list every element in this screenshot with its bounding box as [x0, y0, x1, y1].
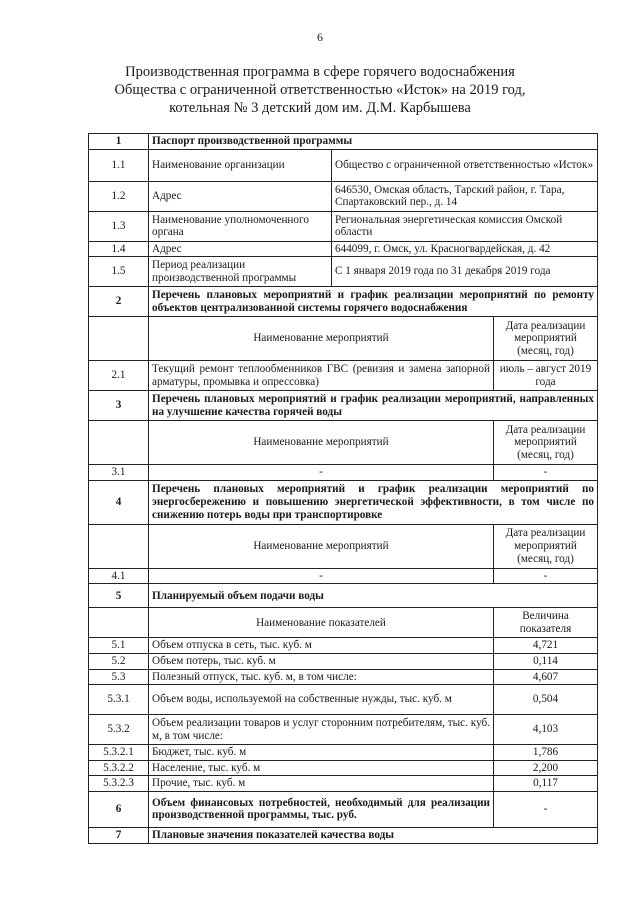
row-date: -: [494, 465, 598, 481]
column-header-date: Дата реализации мероприятий (месяц, год): [494, 421, 598, 465]
section-5-header: [89, 584, 598, 608]
section-value: -: [494, 791, 598, 827]
row-name: Объем воды, используемой на собственные нужды, тыс. куб. м: [149, 685, 494, 715]
section-1-header: [89, 134, 598, 150]
row-label: Наименование уполномоченного органа: [149, 211, 332, 241]
row-name: Объем отпуска в сеть, тыс. куб. м: [149, 638, 494, 654]
row-name: Прочие, тыс. куб. м: [149, 776, 494, 792]
table-header-row: [89, 524, 598, 568]
row-number: 1.5: [89, 257, 149, 287]
row-value: С 1 января 2019 года по 31 декабря 2019 года: [332, 257, 598, 287]
row-label: Адрес: [149, 181, 332, 211]
row-name: Объем реализации товаров и услуг сторонним потребителям, тыс. куб. м, в том числе:: [149, 715, 494, 745]
table-row: [89, 638, 598, 654]
table-header-row: [89, 608, 598, 638]
row-name: -: [149, 465, 494, 481]
column-header-date: Дата реализации мероприятий (месяц, год): [494, 317, 598, 361]
page-number: 6: [317, 30, 323, 44]
row-date: июль – август 2019 года: [494, 361, 598, 391]
row-number: 1.1: [89, 149, 149, 181]
row-number: 5.3.2.1: [89, 745, 149, 761]
table-row: [89, 211, 598, 241]
row-value: Региональная энергетическая комиссия Омской области: [332, 211, 598, 241]
row-value: Общество с ограниченной ответственностью «Исток»: [332, 149, 598, 181]
row-value: 4,607: [494, 669, 598, 685]
row-number: 5.3.1: [89, 685, 149, 715]
section-number: 5: [89, 584, 149, 608]
row-label: Адрес: [149, 241, 332, 257]
row-number: 5.2: [89, 653, 149, 669]
section-4-header: [89, 480, 598, 524]
empty-cell: [89, 421, 149, 465]
empty-cell: [89, 524, 149, 568]
row-value: 1,786: [494, 745, 598, 761]
row-label: Период реализации производственной программы: [149, 257, 332, 287]
column-header-name: Наименование мероприятий: [149, 317, 494, 361]
row-number: 5.1: [89, 638, 149, 654]
row-value: 0,504: [494, 685, 598, 715]
row-number: 1.3: [89, 211, 149, 241]
section-title: Перечень плановых мероприятий и график реализации мероприятий, направленных на улучшение качества горячей воды: [149, 391, 598, 421]
empty-cell: [89, 608, 149, 638]
table-row: [89, 685, 598, 715]
section-number: 6: [89, 791, 149, 827]
section-2-header: [89, 287, 598, 317]
row-number: 5.3.2.2: [89, 760, 149, 776]
row-number: 1.4: [89, 241, 149, 257]
row-number: 2.1: [89, 361, 149, 391]
title-line-1: Производственная программа в сфере горячего водоснабжения: [125, 64, 515, 80]
column-header-value: Величина показателя: [494, 608, 598, 638]
program-table: [88, 133, 598, 844]
section-6-header: [89, 791, 598, 827]
row-name: Текущий ремонт теплообменников ГВС (ревизия и замена запорной арматуры, промывка и опрессовка): [149, 361, 494, 391]
column-header-name: Наименование мероприятий: [149, 524, 494, 568]
section-number: 3: [89, 391, 149, 421]
section-title: Паспорт производственной программы: [149, 134, 598, 150]
row-value: 4,103: [494, 715, 598, 745]
document-title: [0, 63, 640, 117]
section-title: Перечень плановых мероприятий и график реализации мероприятий по энергосбережению и повышению энергетической эффективности, в том числе по снижению потерь воды при транспортировке: [149, 480, 598, 524]
table-row: [89, 181, 598, 211]
table-row: [89, 653, 598, 669]
row-value: 644099, г. Омск, ул. Красногвардейская, д. 42: [332, 241, 598, 257]
row-name: Объем потерь, тыс. куб. м: [149, 653, 494, 669]
section-number: 4: [89, 480, 149, 524]
row-value: 0,117: [494, 776, 598, 792]
section-title: Планируемый объем подачи воды: [149, 584, 598, 608]
table-row: [89, 149, 598, 181]
table-row: [89, 465, 598, 481]
row-name: -: [149, 568, 494, 584]
row-value: 4,721: [494, 638, 598, 654]
row-number: 5.3.2: [89, 715, 149, 745]
row-number: 5.3: [89, 669, 149, 685]
section-title: Объем финансовых потребностей, необходимый для реализации производственной программы, тыс. руб.: [149, 791, 494, 827]
row-number: 4.1: [89, 568, 149, 584]
table-row: [89, 568, 598, 584]
table-row: [89, 241, 598, 257]
title-line-3: котельная № 3 детский дом им. Д.М. Карбышева: [169, 100, 471, 116]
section-number: 7: [89, 827, 149, 843]
table-row: [89, 745, 598, 761]
title-line-2: Общества с ограниченной ответственностью «Исток» на 2019 год,: [114, 82, 526, 98]
table-header-row: [89, 317, 598, 361]
table-row: [89, 760, 598, 776]
column-header-date: Дата реализации мероприятий (месяц, год): [494, 524, 598, 568]
section-number: 1: [89, 134, 149, 150]
table-header-row: [89, 421, 598, 465]
table-row: [89, 669, 598, 685]
row-value: 646530, Омская область, Тарский район, г. Тара, Спартаковский пер., д. 14: [332, 181, 598, 211]
row-value: 2,200: [494, 760, 598, 776]
column-header-name: Наименование мероприятий: [149, 421, 494, 465]
column-header-name: Наименование показателей: [149, 608, 494, 638]
row-name: Полезный отпуск, тыс. куб. м, в том числе:: [149, 669, 494, 685]
section-3-header: [89, 391, 598, 421]
row-label: Наименование организации: [149, 149, 332, 181]
row-number: 5.3.2.3: [89, 776, 149, 792]
empty-cell: [89, 317, 149, 361]
table-row: [89, 257, 598, 287]
row-name: Население, тыс. куб. м: [149, 760, 494, 776]
row-number: 3.1: [89, 465, 149, 481]
table-row: [89, 715, 598, 745]
row-number: 1.2: [89, 181, 149, 211]
row-date: -: [494, 568, 598, 584]
table-row: [89, 776, 598, 792]
row-value: 0,114: [494, 653, 598, 669]
row-name: Бюджет, тыс. куб. м: [149, 745, 494, 761]
table-row: [89, 361, 598, 391]
section-title: Перечень плановых мероприятий и график реализации мероприятий по ремонту объектов централизованной системы горячего водоснабжения: [149, 287, 598, 317]
section-number: 2: [89, 287, 149, 317]
section-title: Плановые значения показателей качества воды: [149, 827, 598, 843]
section-7-header: [89, 827, 598, 843]
